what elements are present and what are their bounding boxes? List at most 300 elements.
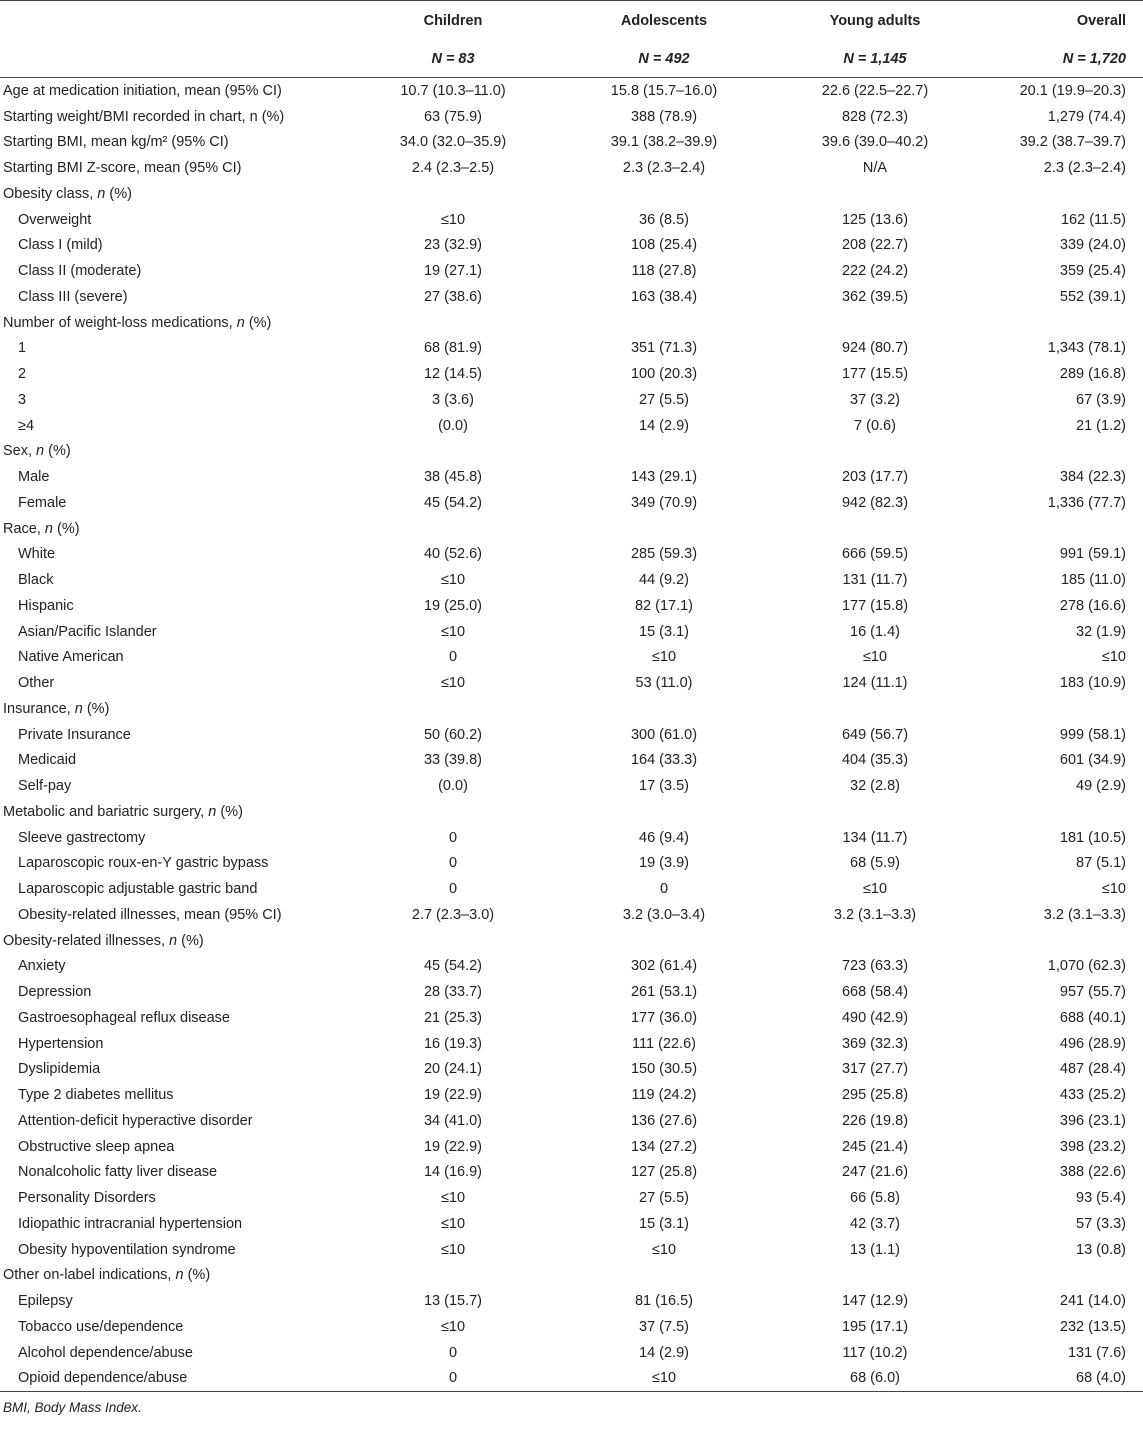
n-young-adults: N = 1,145	[812, 41, 938, 78]
table-row	[0, 310, 1143, 336]
row-label	[0, 284, 390, 310]
row-label-text: Number of weight-loss medications,	[3, 314, 237, 331]
row-label	[0, 1005, 390, 1031]
cell-overall: 241 (14.0)	[1059, 1293, 1126, 1310]
row-label	[0, 361, 390, 387]
cell-overall: 601 (34.9)	[1059, 752, 1126, 769]
cell-children: ≤10	[440, 623, 466, 640]
cell-overall: 2.3 (2.3–2.4)	[1043, 160, 1126, 177]
cell-young-adults: 828 (72.3)	[841, 108, 909, 125]
cell-children: ≤10	[440, 675, 466, 692]
cell-overall: 162 (11.5)	[1060, 211, 1126, 228]
cell-children	[390, 439, 516, 465]
cell-adolescents: 164 (33.3)	[630, 752, 698, 769]
cell-young-adults: 68 (5.9)	[850, 855, 900, 872]
cell-young-adults: 22.6 (22.5–22.7)	[821, 82, 929, 99]
cell-children: 40 (52.6)	[423, 546, 483, 563]
cell-children: 0	[448, 829, 458, 846]
cell-overall: ≤10	[1101, 881, 1126, 898]
cell-children	[390, 696, 516, 722]
row-label	[0, 825, 390, 851]
cell-overall: ≤10	[1101, 649, 1126, 666]
cell-young-adults	[812, 181, 938, 207]
table-row	[0, 1134, 1143, 1160]
table-row	[0, 1057, 1143, 1083]
cell-overall	[938, 799, 1143, 825]
cell-adolescents: 143 (29.1)	[630, 469, 698, 486]
row-label	[0, 593, 390, 619]
row-label	[0, 516, 390, 542]
row-label	[0, 670, 390, 696]
row-label	[0, 722, 390, 748]
table-row	[0, 928, 1143, 954]
row-label	[0, 876, 390, 902]
table-row	[0, 490, 1143, 516]
table-row	[0, 979, 1143, 1005]
row-label-text: Obstructive sleep apnea	[18, 1138, 175, 1155]
row-label-text: Gastroesophageal reflux disease	[18, 1009, 230, 1026]
cell-children: 10.7 (10.3–11.0)	[400, 82, 506, 99]
cell-young-adults: 369 (32.3)	[841, 1035, 909, 1052]
cell-overall: 21 (1.2)	[1076, 417, 1126, 434]
row-label	[0, 490, 390, 516]
cell-children: 0	[448, 649, 458, 666]
cell-adolescents: 349 (70.9)	[630, 494, 698, 511]
row-label-text: Starting BMI, mean kg/m² (95% CI)	[3, 134, 229, 151]
cell-adolescents: 15.8 (15.7–16.0)	[610, 82, 718, 99]
row-label	[0, 1031, 390, 1057]
cell-young-adults: 295 (25.8)	[841, 1087, 909, 1104]
table-row	[0, 722, 1143, 748]
cell-overall: 487 (28.4)	[1059, 1061, 1126, 1078]
row-label-text: Other on-label indications,	[3, 1267, 176, 1284]
cell-overall: 398 (23.2)	[1059, 1138, 1126, 1155]
cell-children: 3 (3.6)	[432, 391, 474, 408]
cell-adolescents: 2.3 (2.3–2.4)	[622, 160, 706, 177]
cell-overall: 93 (5.4)	[1076, 1190, 1126, 1207]
cell-young-adults: 203 (17.7)	[841, 469, 909, 486]
cell-adolescents: 100 (20.3)	[630, 366, 698, 383]
row-label	[0, 439, 390, 465]
cell-adolescents: 17 (3.5)	[639, 778, 689, 795]
row-label-text: ≥4	[18, 417, 35, 434]
cell-overall: 384 (22.3)	[1059, 469, 1126, 486]
table-row	[0, 387, 1143, 413]
row-label-text: 3	[18, 391, 27, 408]
row-label-text: Sleeve gastrectomy	[18, 829, 146, 846]
cell-adolescents	[516, 928, 812, 954]
table-row	[0, 1160, 1143, 1186]
cell-children: 28 (33.7)	[423, 984, 483, 1001]
row-label	[0, 310, 390, 336]
cell-overall: 32 (1.9)	[1076, 623, 1126, 640]
table-row	[0, 1185, 1143, 1211]
cell-overall: 131 (7.6)	[1067, 1344, 1126, 1361]
cell-young-adults: 490 (42.9)	[841, 1009, 909, 1026]
cell-children: 19 (22.9)	[423, 1138, 483, 1155]
row-label	[0, 902, 390, 928]
cell-adolescents: 14 (2.9)	[639, 417, 689, 434]
cell-children: 63 (75.9)	[423, 108, 483, 125]
cell-adolescents: 36 (8.5)	[639, 211, 689, 228]
row-label-text: Metabolic and bariatric surgery,	[3, 803, 209, 820]
table-footnote: BMI, Body Mass Index.	[3, 1400, 142, 1416]
table-row	[0, 593, 1143, 619]
row-label-text: Anxiety	[18, 958, 66, 975]
cell-adolescents: 19 (3.9)	[639, 855, 689, 872]
cell-children: ≤10	[440, 1318, 466, 1335]
row-label-italic: n	[36, 443, 45, 460]
cell-overall	[938, 439, 1143, 465]
table-row	[0, 1340, 1143, 1366]
table-row	[0, 645, 1143, 671]
cell-overall: 388 (22.6)	[1059, 1164, 1126, 1181]
row-label	[0, 645, 390, 671]
cell-children: 13 (15.7)	[423, 1293, 483, 1310]
cell-adolescents: 37 (7.5)	[639, 1318, 689, 1335]
cell-children: 45 (54.2)	[423, 494, 483, 511]
row-label-italic: n	[175, 1267, 184, 1284]
table-row	[0, 1005, 1143, 1031]
cell-young-adults: 177 (15.5)	[841, 366, 909, 383]
table-row	[0, 361, 1143, 387]
cell-adolescents: 46 (9.4)	[639, 829, 689, 846]
row-label	[0, 336, 390, 362]
cell-young-adults: 117 (10.2)	[842, 1344, 908, 1361]
row-label	[0, 181, 390, 207]
table-row	[0, 258, 1143, 284]
cell-young-adults: 68 (6.0)	[812, 1366, 938, 1392]
header-row-groups	[0, 1, 1143, 42]
cell-overall: 67 (3.9)	[1076, 391, 1126, 408]
row-label-suffix: (%)	[177, 932, 204, 949]
cell-overall: 183 (10.9)	[1059, 675, 1126, 692]
table-row	[0, 1314, 1143, 1340]
cell-young-adults: 66 (5.8)	[850, 1190, 900, 1207]
cell-young-adults: 131 (11.7)	[842, 572, 908, 589]
cell-young-adults	[812, 696, 938, 722]
table-body	[0, 78, 1143, 1392]
cell-young-adults	[812, 928, 938, 954]
table-row	[0, 851, 1143, 877]
cell-adolescents: 302 (61.4)	[630, 958, 698, 975]
cell-children: 23 (32.9)	[423, 237, 483, 254]
header-row-n	[0, 41, 1143, 78]
cell-children: 34 (41.0)	[423, 1112, 483, 1129]
table-row	[0, 773, 1143, 799]
cell-overall: 552 (39.1)	[1059, 288, 1126, 305]
cell-children: (0.0)	[438, 778, 468, 795]
cell-young-adults: 195 (17.1)	[841, 1318, 909, 1335]
cell-young-adults: 666 (59.5)	[841, 546, 909, 563]
row-label-text: Obesity-related illnesses,	[3, 932, 170, 949]
cell-young-adults: N/A	[862, 160, 888, 177]
cell-overall: 957 (55.7)	[1059, 984, 1126, 1001]
row-label-italic: n	[44, 520, 53, 537]
cell-overall: 185 (11.0)	[1060, 572, 1126, 589]
row-label	[0, 799, 390, 825]
column-header-overall: Overall	[938, 1, 1143, 42]
cell-adolescents: 14 (2.9)	[639, 1344, 689, 1361]
cell-overall: 20.1 (19.9–20.3)	[1019, 82, 1126, 99]
cell-overall	[938, 181, 1143, 207]
row-label-text: Alcohol dependence/abuse	[18, 1344, 193, 1361]
table-row	[0, 336, 1143, 362]
cell-adolescents: 15 (3.1)	[639, 623, 689, 640]
cell-overall: 13 (0.8)	[1076, 1241, 1126, 1258]
row-label-text: Obesity-related illnesses, mean (95% CI)	[18, 906, 282, 923]
n-overall: N = 1,720	[938, 41, 1143, 78]
cell-children: ≤10	[440, 1215, 466, 1232]
table-row	[0, 130, 1143, 156]
table-row	[0, 284, 1143, 310]
cell-children: 0	[448, 881, 458, 898]
cell-adolescents: 136 (27.6)	[630, 1112, 698, 1129]
row-label-suffix: (%)	[244, 314, 272, 331]
cell-overall: 3.2 (3.1–3.3)	[1043, 906, 1126, 923]
cell-young-adults: 13 (1.1)	[850, 1241, 900, 1258]
column-header-young-adults: Young adults	[812, 1, 938, 42]
row-label-text: Age at medication initiation, mean (95% CI)	[3, 82, 282, 99]
cell-overall	[938, 1263, 1143, 1289]
row-label-text: Male	[18, 469, 50, 486]
table-row	[0, 1211, 1143, 1237]
row-label-text: White	[18, 546, 56, 563]
cell-children: 19 (27.1)	[423, 263, 483, 280]
cell-children: 45 (54.2)	[423, 958, 483, 975]
header-blank	[0, 1, 390, 42]
cell-children: (0.0)	[438, 417, 468, 434]
cell-overall: 57 (3.3)	[1076, 1215, 1126, 1232]
cell-adolescents: ≤10	[651, 649, 677, 666]
cell-adolescents: 127 (25.8)	[630, 1164, 698, 1181]
cell-overall: 496 (28.9)	[1059, 1035, 1126, 1052]
cell-overall: 87 (5.1)	[1076, 855, 1126, 872]
row-label	[0, 413, 390, 439]
row-label-text: Obesity class,	[3, 185, 98, 202]
cell-young-adults: 39.6 (39.0–40.2)	[821, 134, 929, 151]
row-label-text: 2	[18, 366, 27, 383]
row-label-text: Starting BMI Z-score, mean (95% CI)	[3, 160, 242, 177]
row-label-italic: n	[236, 314, 245, 331]
cell-children	[390, 928, 516, 954]
row-label	[0, 1160, 390, 1186]
cell-adolescents: 15 (3.1)	[639, 1215, 689, 1232]
cell-adolescents: 261 (53.1)	[630, 984, 698, 1001]
row-label	[0, 851, 390, 877]
cell-young-adults: 668 (58.4)	[841, 984, 909, 1001]
cell-adolescents: 150 (30.5)	[630, 1061, 698, 1078]
table-row	[0, 104, 1143, 130]
cell-adolescents	[516, 310, 812, 336]
cell-children: 27 (38.6)	[423, 288, 483, 305]
row-label-suffix: (%)	[183, 1267, 211, 1284]
table-row	[0, 464, 1143, 490]
row-label-text: Race,	[3, 520, 45, 537]
row-label-text: Nonalcoholic fatty liver disease	[18, 1164, 218, 1181]
cell-adolescents: 119 (24.2)	[631, 1087, 697, 1104]
cell-young-adults: ≤10	[862, 881, 888, 898]
cell-adolescents	[516, 1263, 812, 1289]
row-label	[0, 954, 390, 980]
table-row	[0, 78, 1143, 104]
cell-young-adults: 16 (1.4)	[850, 623, 900, 640]
table-header	[0, 1, 1143, 78]
cell-overall: 688 (40.1)	[1059, 1009, 1126, 1026]
row-label-suffix: (%)	[105, 185, 132, 202]
cell-young-adults: 222 (24.2)	[841, 263, 909, 280]
cell-young-adults: 247 (21.6)	[841, 1164, 909, 1181]
cell-adolescents: 44 (9.2)	[639, 572, 689, 589]
cell-adolescents: 388 (78.9)	[630, 108, 698, 125]
row-label-text: Overweight	[18, 211, 92, 228]
row-label-italic: n	[74, 700, 83, 717]
table-row	[0, 181, 1143, 207]
row-label-text: Class I (mild)	[18, 237, 103, 254]
cell-overall: 232 (13.5)	[1059, 1318, 1126, 1335]
cell-young-adults: ≤10	[862, 649, 888, 666]
row-label	[0, 1263, 390, 1289]
row-label	[0, 1185, 390, 1211]
table-row	[0, 696, 1143, 722]
cell-adolescents: 39.1 (38.2–39.9)	[610, 134, 718, 151]
cell-adolescents: 285 (59.3)	[630, 546, 698, 563]
table-row	[0, 1082, 1143, 1108]
cell-young-adults: 147 (12.9)	[841, 1293, 909, 1310]
cell-young-adults	[812, 799, 938, 825]
cell-overall: 433 (25.2)	[1059, 1087, 1126, 1104]
row-label	[0, 1211, 390, 1237]
row-label-suffix: (%)	[216, 803, 243, 820]
cell-adolescents: ≤10	[516, 1366, 812, 1392]
table-row	[0, 207, 1143, 233]
row-label-text: Depression	[18, 984, 92, 1001]
header-blank-n	[0, 41, 390, 78]
table-row	[0, 1366, 1143, 1392]
cell-young-adults: 7 (0.6)	[854, 417, 896, 434]
row-label	[0, 130, 390, 156]
cell-overall: 181 (10.5)	[1059, 829, 1126, 846]
row-label	[0, 1134, 390, 1160]
row-label	[0, 928, 390, 954]
table-row	[0, 799, 1143, 825]
cell-children: 14 (16.9)	[423, 1164, 483, 1181]
row-label	[0, 979, 390, 1005]
row-label	[0, 387, 390, 413]
cell-young-adults: 124 (11.1)	[842, 675, 908, 692]
cell-adolescents: 3.2 (3.0–3.4)	[622, 906, 706, 923]
row-label-text: Type 2 diabetes mellitus	[18, 1087, 174, 1104]
cell-adolescents: 27 (5.5)	[639, 1190, 689, 1207]
cell-children	[390, 516, 516, 542]
cell-adolescents: ≤10	[651, 1241, 677, 1258]
row-label	[0, 748, 390, 774]
cell-young-adults: 226 (19.8)	[841, 1112, 909, 1129]
cell-adolescents: 111 (22.6)	[632, 1035, 696, 1052]
row-label-text: Female	[18, 494, 67, 511]
table-row	[0, 1263, 1143, 1289]
cell-overall: 339 (24.0)	[1059, 237, 1126, 254]
cell-adolescents: 351 (71.3)	[630, 340, 698, 357]
row-label	[0, 1288, 390, 1314]
cell-overall	[938, 696, 1143, 722]
table-row	[0, 748, 1143, 774]
cell-adolescents: 82 (17.1)	[634, 597, 694, 614]
cell-adolescents: 163 (38.4)	[630, 288, 698, 305]
table-row	[0, 619, 1143, 645]
cell-children: ≤10	[440, 1190, 466, 1207]
cell-young-adults: 649 (56.7)	[841, 726, 909, 743]
cell-children	[390, 1263, 516, 1289]
table-row	[0, 1031, 1143, 1057]
table-row	[0, 155, 1143, 181]
row-label-text: Tobacco use/dependence	[18, 1318, 184, 1335]
cell-children: 12 (14.5)	[423, 366, 483, 383]
cell-children	[390, 181, 516, 207]
cell-young-adults: 125 (13.6)	[841, 211, 909, 228]
row-label	[0, 464, 390, 490]
cell-children: 16 (19.3)	[423, 1035, 483, 1052]
cell-young-adults: 317 (27.7)	[841, 1061, 909, 1078]
row-label-text: Asian/Pacific Islander	[18, 623, 157, 640]
table-row	[0, 670, 1143, 696]
row-label	[0, 1340, 390, 1366]
cell-young-adults: 42 (3.7)	[850, 1215, 900, 1232]
table-row	[0, 1237, 1143, 1263]
row-label-text: Sex,	[3, 443, 37, 460]
table-row	[0, 954, 1143, 980]
row-label	[0, 233, 390, 259]
cell-overall: 1,336 (77.7)	[1047, 494, 1126, 511]
cell-children: 34.0 (32.0–35.9)	[399, 134, 507, 151]
row-label-text: Dyslipidemia	[18, 1061, 101, 1078]
row-label-italic: n	[169, 932, 178, 949]
cell-young-adults	[812, 516, 938, 542]
cell-overall	[938, 928, 1143, 954]
row-label-italic: n	[208, 803, 217, 820]
cell-overall: 991 (59.1)	[1059, 546, 1126, 563]
row-label-text: Idiopathic intracranial hypertension	[18, 1215, 243, 1232]
cell-overall: 278 (16.6)	[1059, 597, 1126, 614]
row-label	[0, 207, 390, 233]
cell-young-adults: 208 (22.7)	[841, 237, 909, 254]
cell-adolescents: 0	[659, 881, 669, 898]
row-label-text: Starting weight/BMI recorded in chart, n (%)	[3, 108, 285, 125]
cell-adolescents	[516, 696, 812, 722]
cell-children	[390, 310, 516, 336]
cell-overall: 1,070 (62.3)	[1047, 958, 1126, 975]
row-label	[0, 1057, 390, 1083]
cell-overall: 39.2 (38.7–39.7)	[1019, 134, 1126, 151]
row-label-text: Medicaid	[18, 752, 77, 769]
row-label-suffix: (%)	[82, 700, 110, 717]
cell-children: 68 (81.9)	[423, 340, 483, 357]
cell-adolescents: 108 (25.4)	[630, 237, 698, 254]
table-row	[0, 567, 1143, 593]
row-label	[0, 542, 390, 568]
cell-adolescents	[516, 799, 812, 825]
row-label-text: Personality Disorders	[18, 1190, 156, 1207]
row-label-text: Black	[18, 572, 54, 589]
cell-adolescents: 134 (27.2)	[630, 1138, 698, 1155]
cell-overall: 68 (4.0)	[938, 1366, 1143, 1392]
cell-young-adults: 723 (63.3)	[841, 958, 909, 975]
cell-children: 20 (24.1)	[423, 1061, 483, 1078]
table-row	[0, 825, 1143, 851]
table-row	[0, 1108, 1143, 1134]
cell-children: 33 (39.8)	[423, 752, 483, 769]
table-row	[0, 516, 1143, 542]
